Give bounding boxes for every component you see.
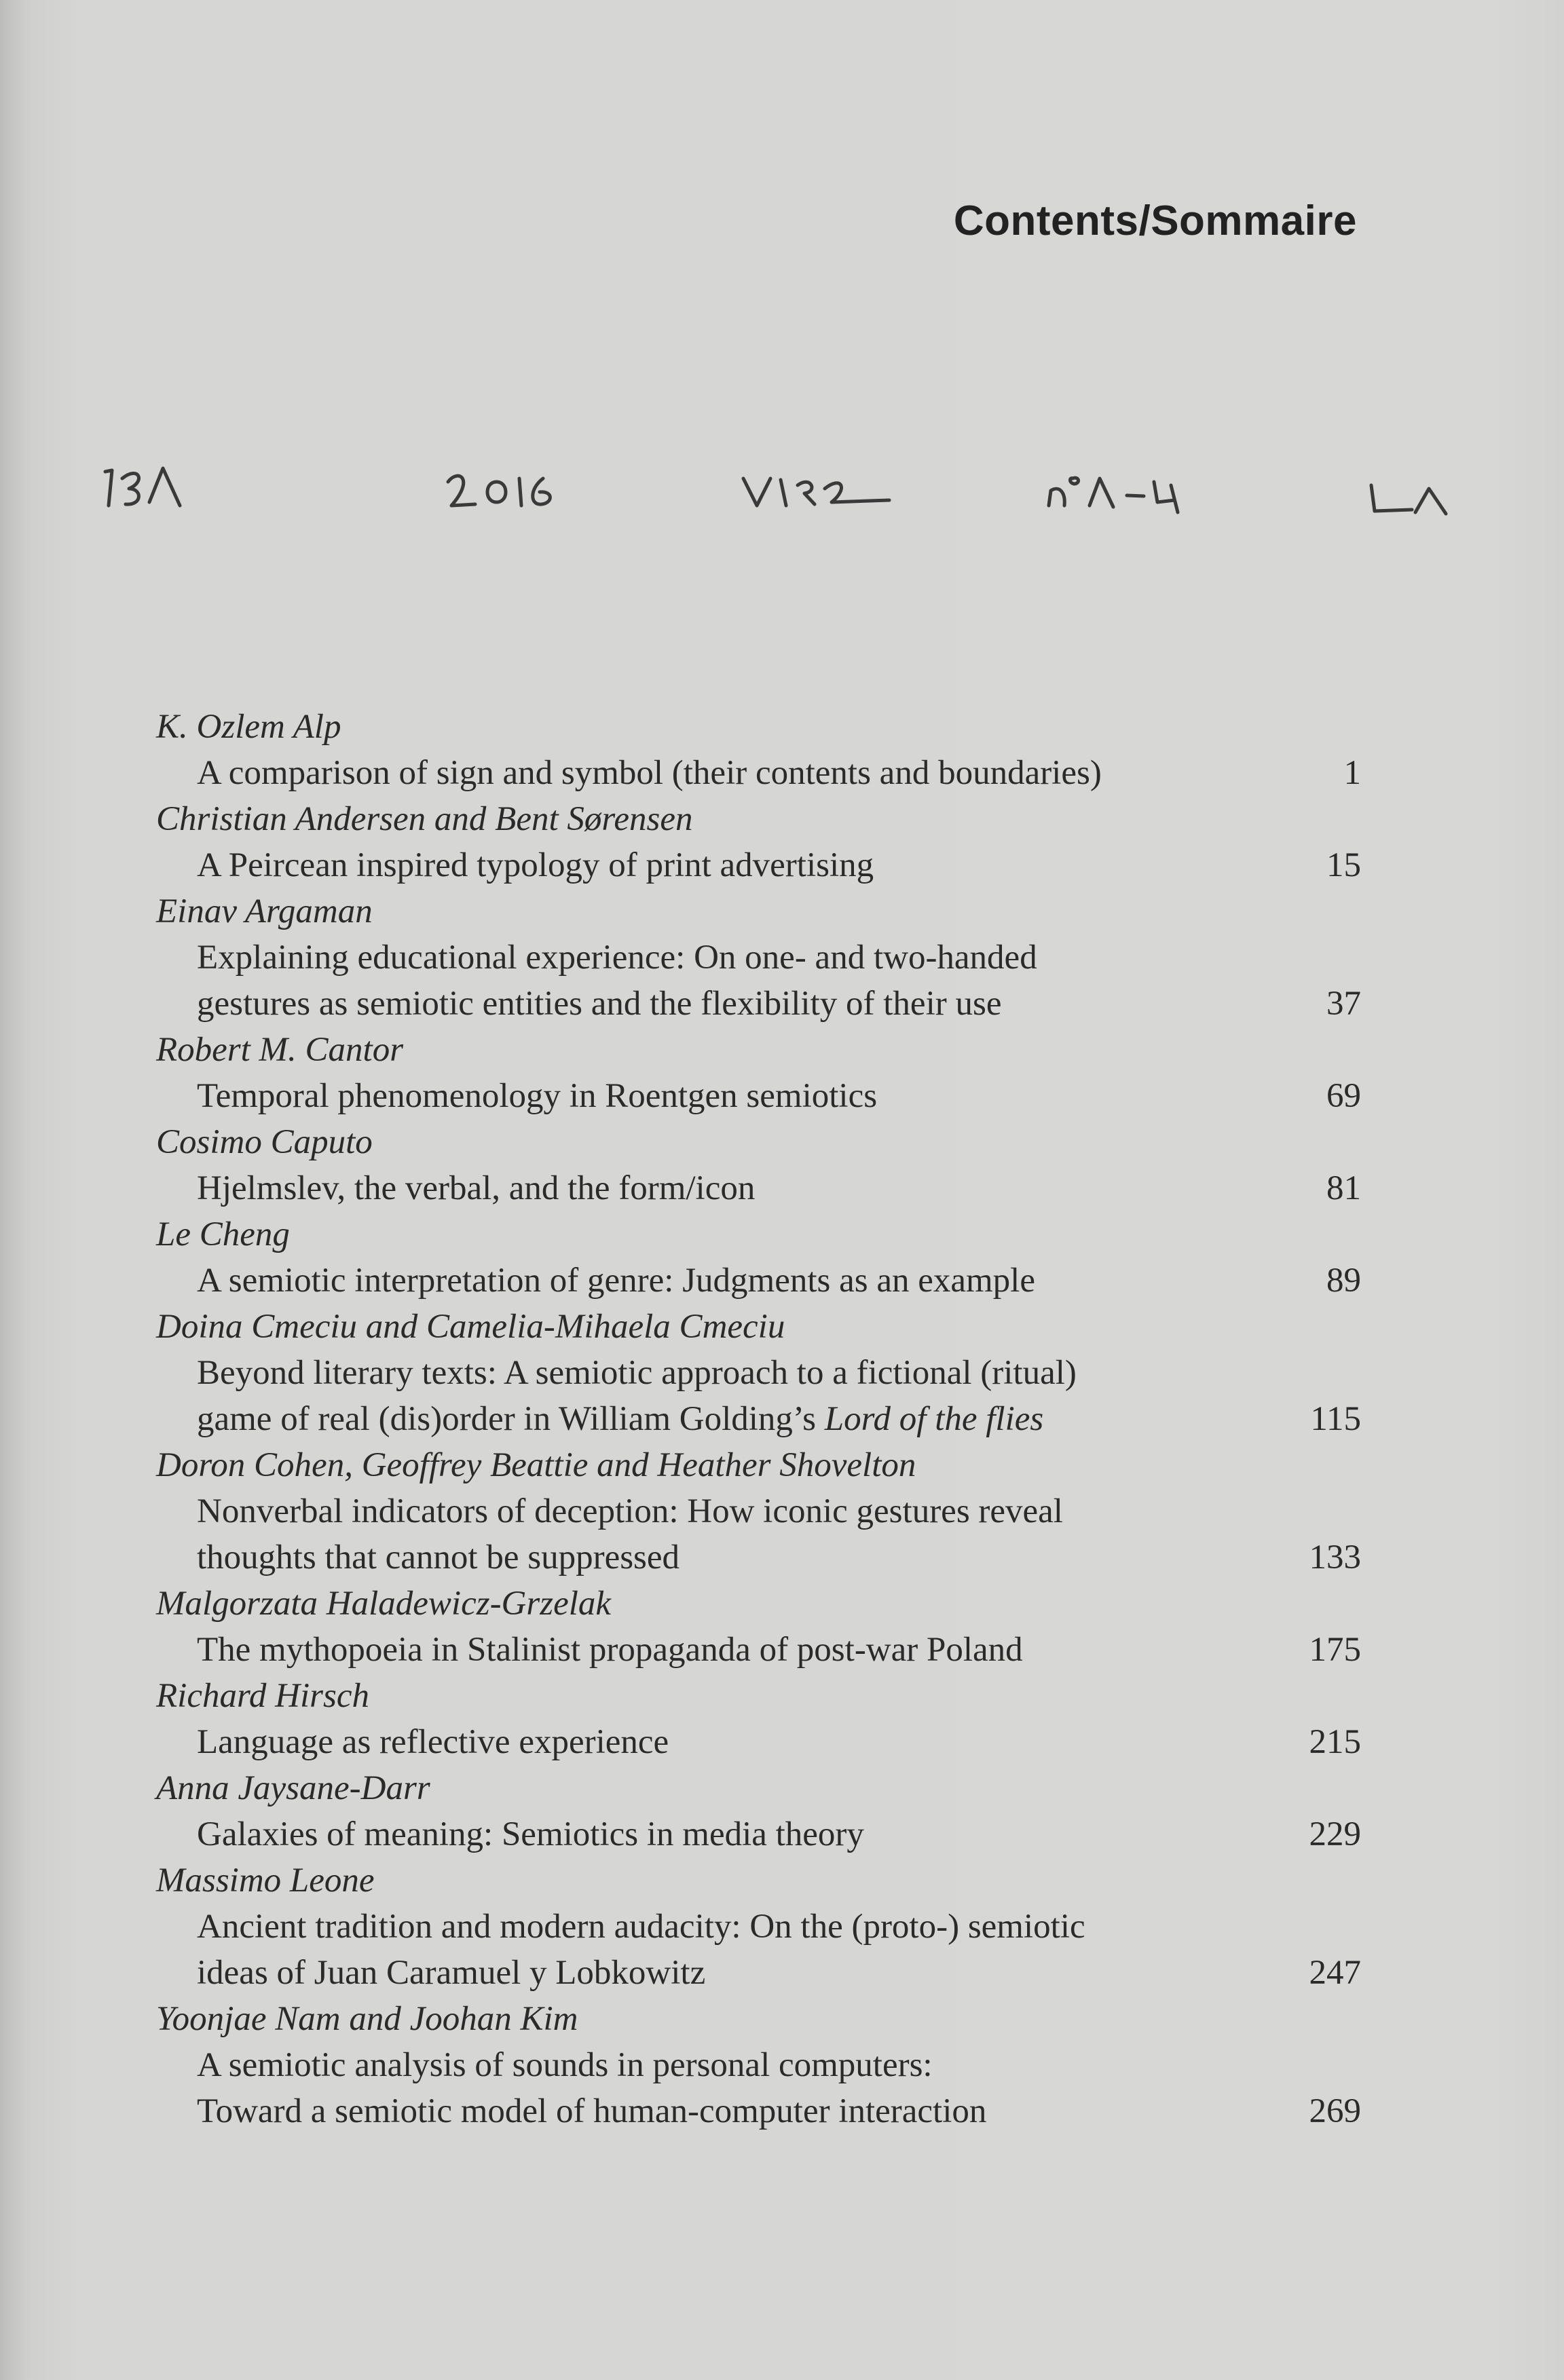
entry-title: A semiotic analysis of sounds in personal computers: xyxy=(197,2046,933,2084)
entry-title-line xyxy=(156,750,1361,796)
page-number: 269 xyxy=(1309,2092,1361,2130)
entry-title: A semiotic interpretation of genre: Judgments as an example xyxy=(197,1262,1035,1300)
page-number: 89 xyxy=(1326,1262,1361,1300)
entry-title: ideas of Juan Caramuel y Lobkowitz xyxy=(197,1954,706,1992)
entry-title-line xyxy=(156,1811,1361,1857)
entry-title: Beyond literary texts: A semiotic approach to a fictional (ritual) xyxy=(197,1354,1077,1392)
entry-author: Anna Jaysane-Darr xyxy=(156,1769,430,1807)
entry-title-italic: Lord of the flies xyxy=(824,1400,1044,1438)
entry-title: A comparison of sign and symbol (their contents and boundaries) xyxy=(197,754,1102,792)
toc-entry xyxy=(156,1765,1361,1857)
entry-title-line xyxy=(156,1165,1361,1211)
entry-author: Robert M. Cantor xyxy=(156,1031,404,1069)
entry-title: Toward a semiotic model of human-computer interaction xyxy=(197,2092,987,2130)
entry-title-line xyxy=(156,842,1361,888)
entry-title: gestures as semiotic entities and the flexibility of their use xyxy=(197,985,1002,1023)
page-number: 229 xyxy=(1309,1815,1361,1853)
entry-title: A Peircean inspired typology of print advertising xyxy=(197,846,874,884)
page-number: 81 xyxy=(1326,1169,1361,1207)
entry-author: Einav Argaman xyxy=(156,892,373,930)
entry-author: Doina Cmeciu and Camelia-Mihaela Cmeciu xyxy=(156,1308,785,1346)
entry-title-line xyxy=(156,1258,1361,1304)
entry-title: Hjelmslev, the verbal, and the form/icon xyxy=(197,1169,756,1207)
handwritten-annotation xyxy=(0,451,1564,533)
page-number: 1 xyxy=(1343,754,1361,792)
entry-title-line xyxy=(156,1950,1361,1996)
entry-author: K. Ozlem Alp xyxy=(156,708,341,746)
toc-entry xyxy=(156,1581,1361,1673)
entry-title-line xyxy=(156,1719,1361,1765)
entry-title: Ancient tradition and modern audacity: On the (proto-) semiotic xyxy=(197,1908,1085,1946)
entry-title-line xyxy=(156,2088,1361,2134)
toc-entry xyxy=(156,796,1361,888)
page-number: 37 xyxy=(1326,985,1361,1023)
page-number: 133 xyxy=(1309,1538,1361,1576)
entry-author: Massimo Leone xyxy=(156,1862,375,1900)
page-number: 69 xyxy=(1326,1077,1361,1115)
entry-author: Cosimo Caputo xyxy=(156,1123,373,1161)
entry-title-line xyxy=(156,1627,1361,1673)
toc-entry xyxy=(156,1211,1361,1304)
handwriting-marks xyxy=(0,451,1564,533)
entry-title-line xyxy=(156,1073,1361,1119)
toc-entry xyxy=(156,1996,1361,2134)
entry-title-line xyxy=(156,1350,1361,1396)
entry-title-line xyxy=(156,1534,1361,1581)
toc-entry xyxy=(156,704,1361,796)
entry-author: Christian Andersen and Bent Sørensen xyxy=(156,800,693,838)
toc-entry xyxy=(156,1857,1361,1996)
table-of-contents xyxy=(156,704,1361,2134)
entry-title: game of real (dis)order in William Golding’s xyxy=(197,1400,825,1438)
entry-title: Temporal phenomenology in Roentgen semiotics xyxy=(197,1077,878,1115)
toc-entry xyxy=(156,1442,1361,1581)
entry-title-line xyxy=(156,1396,1361,1442)
entry-author: Le Cheng xyxy=(156,1215,290,1253)
entry-title-line xyxy=(156,981,1361,1027)
entry-title: Language as reflective experience xyxy=(197,1723,669,1761)
toc-entry xyxy=(156,1304,1361,1442)
toc-entry xyxy=(156,1119,1361,1211)
entry-title-line xyxy=(156,934,1361,981)
toc-entry xyxy=(156,888,1361,1027)
entry-author: Doron Cohen, Geoffrey Beattie and Heather Shovelton xyxy=(156,1446,916,1484)
page-number: 15 xyxy=(1326,846,1361,884)
entry-author: Richard Hirsch xyxy=(156,1677,369,1715)
entry-title-line xyxy=(156,1904,1361,1950)
page-title: Contents/Sommaire xyxy=(953,197,1357,244)
page-number: 175 xyxy=(1309,1631,1361,1669)
toc-entry xyxy=(156,1673,1361,1765)
entry-title: The mythopoeia in Stalinist propaganda of post-war Poland xyxy=(197,1631,1023,1669)
toc-entry xyxy=(156,1027,1361,1119)
entry-title: Galaxies of meaning: Semiotics in media theory xyxy=(197,1815,864,1853)
entry-title: Nonverbal indicators of deception: How iconic gestures reveal xyxy=(197,1492,1063,1530)
entry-title: thoughts that cannot be suppressed xyxy=(197,1538,680,1576)
page-number: 247 xyxy=(1309,1954,1361,1992)
entry-title-line xyxy=(156,2042,1361,2088)
entry-title-line xyxy=(156,1488,1361,1534)
page-number: 215 xyxy=(1309,1723,1361,1761)
entry-author: Yoonjae Nam and Joohan Kim xyxy=(156,2000,578,2038)
page-number: 115 xyxy=(1310,1400,1361,1438)
entry-author: Malgorzata Haladewicz-Grzelak xyxy=(156,1585,612,1623)
entry-title: Explaining educational experience: On one- and two-handed xyxy=(197,939,1037,977)
